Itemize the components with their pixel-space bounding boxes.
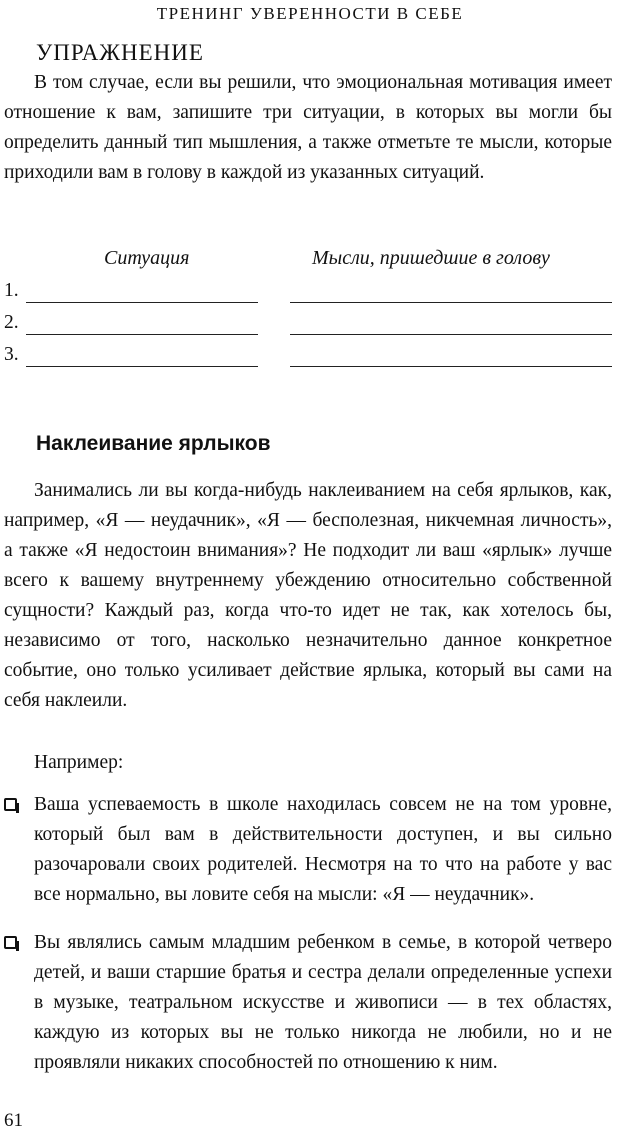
- table-row: [4, 280, 616, 310]
- situation-blank-line: [26, 302, 258, 303]
- row-number: 2.: [4, 312, 19, 333]
- list-item: [4, 790, 612, 910]
- table-row: [4, 312, 616, 342]
- row-number: 3.: [4, 344, 19, 365]
- list-item-text: Ваша успеваемость в школе находилась совсем не на том уровне, который был вам в действительности доступен, и вы сильно разочаровали своих родителей. Несмотря на то что на работе у вас все нормально, вы ловите себя на мысли: «Я — неудачник».: [34, 794, 612, 905]
- table-header-situation: Ситуация: [104, 247, 190, 269]
- example-label: Например:: [34, 752, 124, 773]
- thoughts-blank-line: [290, 302, 612, 303]
- row-number: 1.: [4, 280, 19, 301]
- table-header-thoughts: Мысли, пришедшие в голову: [312, 247, 550, 269]
- thoughts-blank-line: [290, 334, 612, 335]
- list-item: [4, 928, 612, 1078]
- list-item-text: Вы являлись самым младшим ребенком в семье, в которой четверо детей, и ваши старшие братья и сестра делали определенные успехи в музыке, театральном искусстве и живописи — в тех областях, каждую из которых вы не только никогда не любили, но и не проявляли никаких способностей по отношению к ним.: [34, 932, 612, 1073]
- section-title: Наклеивание ярлыков: [36, 432, 271, 455]
- exercise-title: УПРАЖНЕНИЕ: [36, 40, 204, 65]
- situation-blank-line: [26, 366, 258, 367]
- checkbox-bullet-icon: [4, 936, 17, 949]
- table-row: [4, 344, 616, 374]
- thoughts-blank-line: [290, 366, 612, 367]
- exercise-text: В том случае, если вы решили, что эмоциональная мотивация имеет отношение к вам, запишите три ситуации, в которых вы могли бы определить данный тип мышления, а также отметьте те мысли, которые приходили вам в голову в каждой из указанных ситуаций.: [4, 72, 612, 183]
- situation-blank-line: [26, 334, 258, 335]
- running-head: ТРЕНИНГ УВЕРЕННОСТИ В СЕБЕ: [156, 4, 464, 23]
- checkbox-bullet-icon: [4, 798, 17, 811]
- page-number: 61: [4, 1110, 23, 1131]
- section-text: Занимались ли вы когда-нибудь наклеиванием на себя ярлыков, как, например, «Я — неудачник», «Я — бесполезная, никчемная личность», а также «Я недостоин внимания»? Не подходит ли ваш «ярлык» лучше всего к вашему внутреннему убеждению относительно собственной сущности? Каждый раз, когда что-то идет не так, как хотелось бы, независимо от того, насколько незначительно данное конкретное событие, оно только усиливает действие ярлыка, который вы сами на себя наклеили.: [4, 480, 612, 711]
